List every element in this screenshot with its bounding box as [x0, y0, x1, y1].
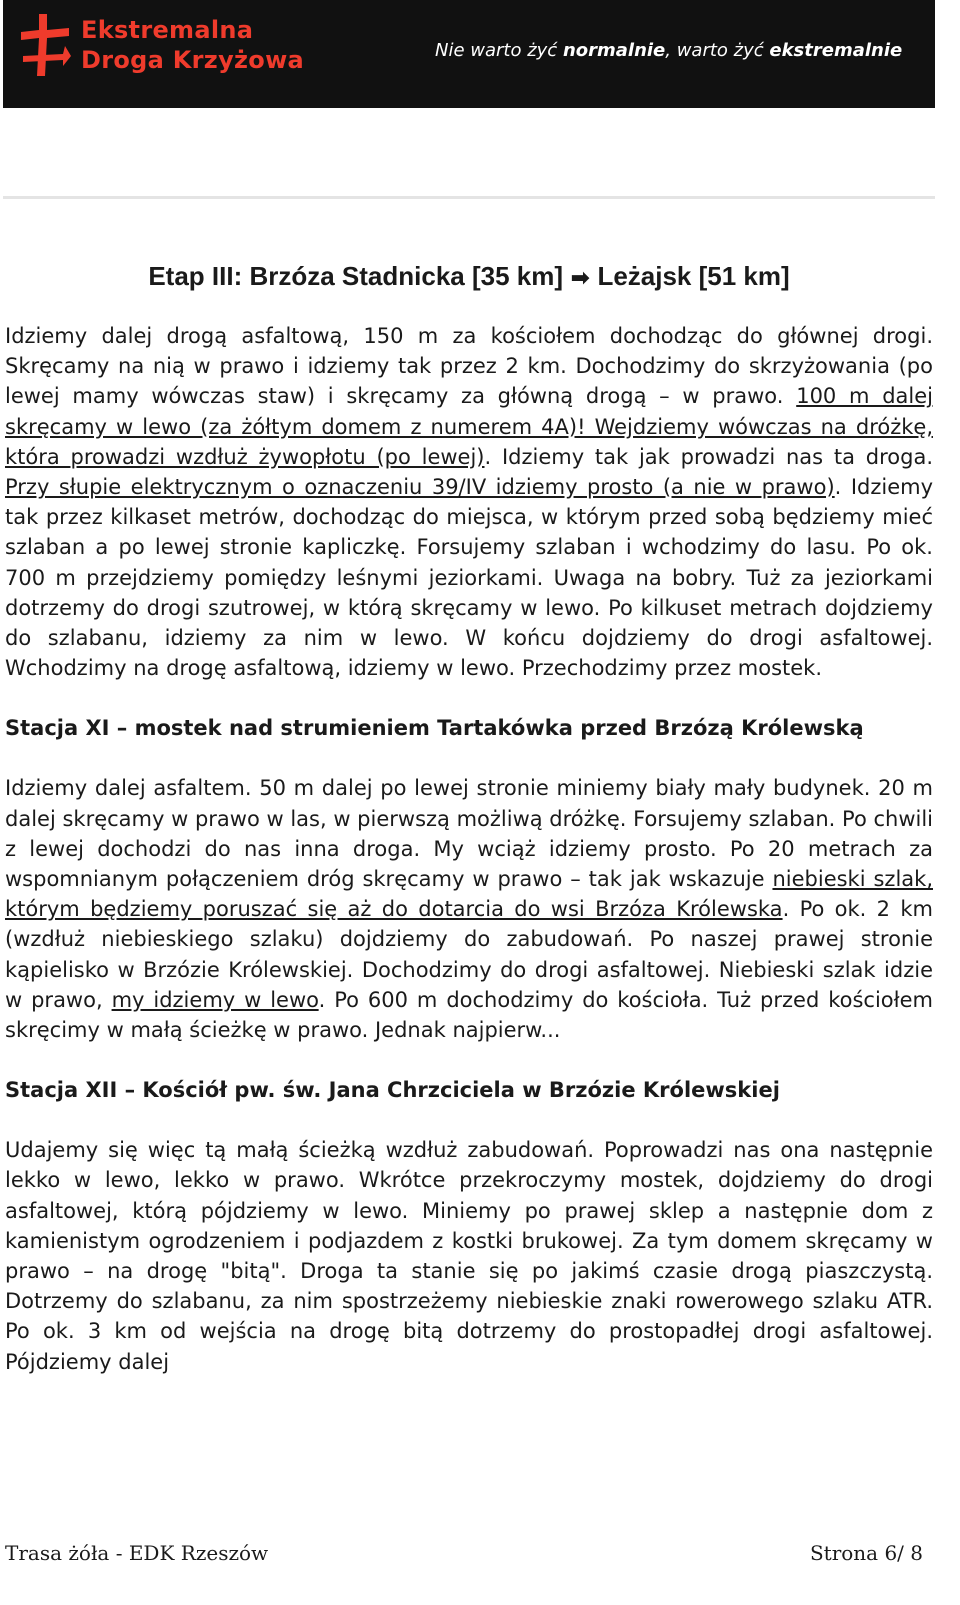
page-number: Strona 6/ 8: [809, 1541, 923, 1565]
cross-icon: [17, 10, 77, 80]
paragraph-route-1: Idziemy dalej drogą asfaltową, 150 m za kościołem dochodząc do głównej drogi. Skręcamy na nią w prawo i idziemy tak przez 2 km. Dochodzimy do skrzyżowania (po lewej mamy wówczas staw) i skręcamy za główną drogą – w prawo. 100 m dalej skręcamy w lewo (za żółtym domem z numerem 4A)! Wejdziemy wówczas na dróżkę, która prowadzi wzdłuż żywopłotu (po lewej). Idziemy tak jak prowadzi nas ta droga. Przy słupie elektrycznym o oznaczeniu 39/IV idziemy prosto (a nie w prawo). Idziemy tak przez kilkaset metrów, dochodząc do miejsca, w którym przed sobą będziemy mieć szlaban a po lewej stronie kapliczkę. Forsujemy szlaban i wchodzimy do lasu. Po ok. 700 m przejdziemy pomiędzy leśnymi jeziorkami. Uwaga na bobry. Tuż za jeziorkami dotrzemy do drogi szutrowej, w którą skręcamy w lewo. Po kilkuset metrach dojdziemy do szlabanu, idziemy za nim w lewo. W końcu dojdziemy do drogi asfaltowej. Wchodzimy na drogę asfaltową, idziemy w lewo. Przechodzimy przez mostek.: [5, 324, 934, 681]
footer-route-name: Trasa żóła - EDK Rzeszów: [5, 1541, 269, 1565]
header-divider: [3, 196, 935, 199]
document-body: [5, 257, 933, 1407]
station-12-title: Stacja XII – Kościół pw. św. Jana Chrzciciela w Brzózie Królewskiej: [5, 1078, 780, 1103]
logo-text-line2: Droga Krzyżowa: [81, 46, 305, 74]
header-banner: [3, 0, 935, 108]
logo-text-line1: Ekstremalna: [81, 16, 254, 44]
station-11-title: Stacja XI – mostek nad strumieniem Tartakówka przed Brzózą Królewską: [5, 716, 864, 741]
right-arrow-icon: ➡: [571, 265, 590, 290]
paragraph-route-2: Idziemy dalej asfaltem. 50 m dalej po lewej stronie miniemy biały mały budynek. 20 m dalej skręcamy w prawo w las, w pierwszą możliwą dróżkę. Forsujemy szlaban. Po chwili z lewej dochodzi do nas inna droga. My wciąż idziemy prosto. Po 20 metrach za wspomnianym połączeniem dróg skręcamy w prawo – tak jak wskazuje niebieski szlak, którym będziemy poruszać się aż do dotarcia do wsi Brzóza Królewska. Po ok. 2 km (wzdłuż niebieskiego szlaku) dojdziemy do zabudowań. Po naszej prawej stronie kąpielisko w Brzózie Królewskiej. Dochodzimy do drogi asfaltowej. Niebieski szlak idzie w prawo, my idziemy w lewo. Po 600 m dochodzimy do kościoła. Tuż przed kościołem skręcimy w małą ścieżkę w prawo. Jednak najpierw...: [5, 776, 933, 1043]
header-slogan: Nie warto żyć normalnie, warto żyć ekstremalnie: [435, 40, 903, 61]
page-footer: [5, 1541, 933, 1571]
paragraph-route-3: Udajemy się więc tą małą ścieżką wzdłuż zabudowań. Poprowadzi nas ona następnie lekko w lewo, lekko w prawo. Wkrótce przekroczymy mostek, dojdziemy do drogi asfaltowej, którą pójdziemy w lewo. Miniemy po prawej sklep a następnie dom z kamienistym ogrodzeniem i podjazdem z kostki brukowej. Za tym domem skręcamy w prawo – na drogę "bitą". Droga ta stanie się po jakimś czasie drogą piaszczystą. Dotrzemy do szlabanu, za nim spostrzeżemy niebieskie znaki rowerowego szlaku ATR. Po ok. 3 km od wejścia na drogę bitą dotrzemy do prostopadłej drogi asfaltowej. Pójdziemy dalej: [5, 1138, 933, 1374]
stage-title: Etap III: Brzóza Stadnicka [35 km] ➡ Leżajsk [51 km]: [5, 257, 933, 297]
